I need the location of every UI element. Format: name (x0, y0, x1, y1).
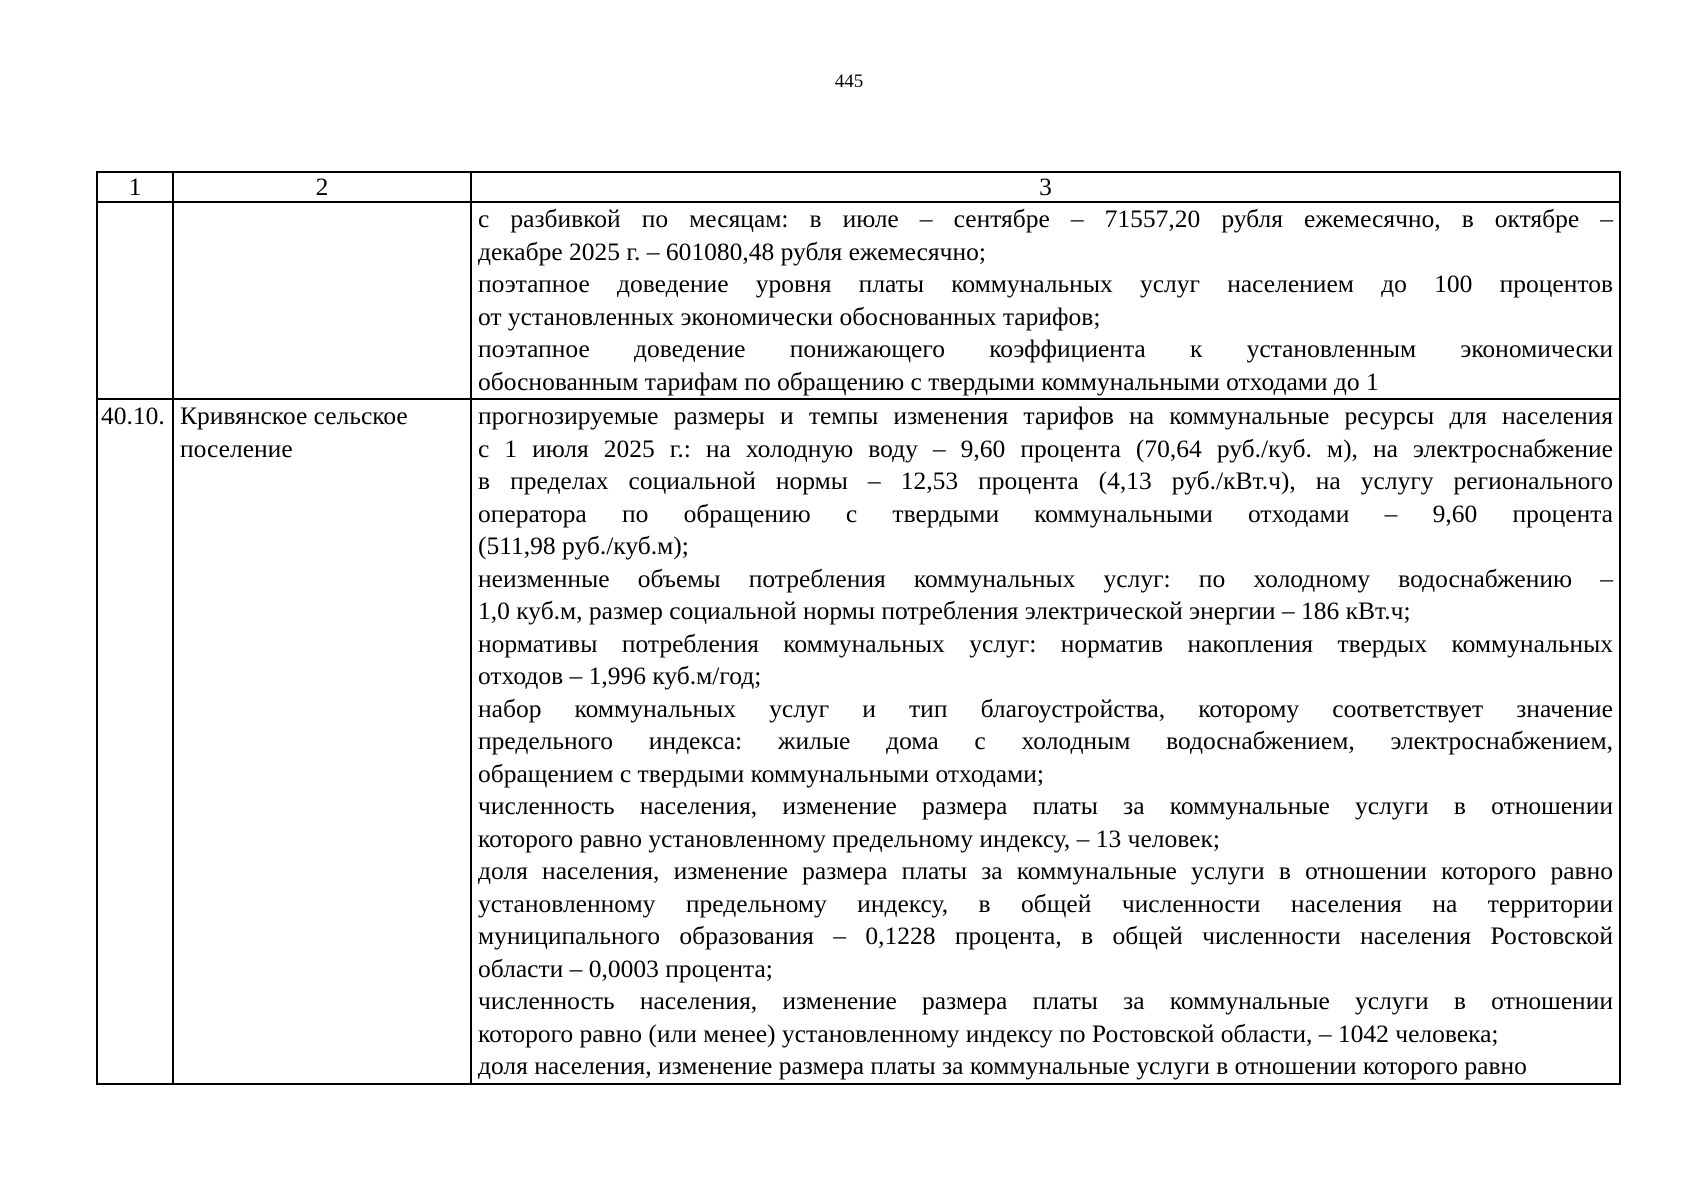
paragraph-line: предельного индекса: жилые дома с холодным водоснабжением, электроснабжением, (478, 726, 1613, 755)
header-cell-1: 1 (97, 172, 173, 202)
paragraph-line: с 1 июля 2025 г.: на холодную воду – 9,60 процента (70,64 руб./куб. м), на электроснабжение (478, 433, 1613, 463)
paragraph-line: декабре 2025 г. – 601080,48 рубля ежемесячно; (478, 236, 986, 266)
tariff-table (96, 171, 1621, 1085)
paragraph-line: с разбивкой по месяцам: в июле – сентябре – 71557,20 рубля ежемесячно, в октябре – (478, 204, 1613, 233)
paragraph-line: численность населения, изменение размера платы за коммунальные услуги в отношении (478, 791, 1613, 820)
description-cell (471, 202, 1620, 399)
paragraph-line: оператора по обращению с твердыми коммунальными отходами – 9,60 процента (478, 498, 1613, 528)
paragraph-line: доля населения, изменение размера платы за коммунальные услуги в отношении которого равно (478, 1051, 1527, 1080)
header-cell-3: 3 (471, 172, 1620, 202)
paragraph-line: численность населения, изменение размера платы за коммунальные услуги в отношении (478, 986, 1613, 1015)
description-cell (471, 399, 1620, 1084)
paragraph-line: прогнозируемые размеры и темпы изменения тарифов на коммунальные ресурсы для населения (478, 401, 1613, 430)
page-number: 445 (834, 71, 864, 92)
row-number-cell (97, 202, 173, 399)
paragraph-line: набор коммунальных услуг и тип благоустройства, которому соответствует значение (478, 693, 1613, 723)
description-text (478, 400, 1613, 1083)
paragraph-line: (511,98 руб./куб.м); (478, 531, 689, 560)
paragraph-line: которого равно установленному предельному индексу, – 13 человек; (478, 823, 1220, 853)
paragraph-line: обращением с твердыми коммунальными отходами; (478, 758, 1044, 788)
paragraph-line: доля населения, изменение размера платы за коммунальные услуги в отношении которого равно (478, 856, 1613, 885)
table-row-40-10 (97, 399, 1620, 1084)
paragraph-line: которого равно (или менее) установленному индексу по Ростовской области, – 1042 человека; (478, 1018, 1499, 1048)
description-text (478, 203, 1613, 398)
paragraph-line: от установленных экономически обоснованных тарифов; (478, 301, 1101, 331)
paragraph-line: поэтапное доведение уровня платы коммунальных услуг населением до 100 процентов (478, 269, 1613, 298)
table-header-row (97, 172, 1620, 202)
row-number-cell: 40.10. (97, 399, 173, 1084)
paragraph-line: поэтапное доведение понижающего коэффициента к установленным экономически (478, 334, 1613, 363)
settlement-name-cell: Кривянское сельское поселение (173, 399, 471, 1084)
table-row-continued (97, 202, 1620, 399)
paragraph-line: установленному предельному индексу, в общей численности населения на территории (478, 888, 1613, 918)
paragraph-line: 1,0 куб.м, размер социальной нормы потребления электрической энергии – 186 кВт.ч; (478, 596, 1411, 625)
paragraph-line: обоснованным тарифам по обращению с твердыми коммунальными отходами до 1 (478, 366, 1379, 396)
paragraph-line: в пределах социальной нормы – 12,53 процента (4,13 руб./кВт.ч), на услугу регионального (478, 466, 1613, 495)
settlement-name-cell (173, 202, 471, 399)
paragraph-line: отходов – 1,996 куб.м/год; (478, 661, 762, 690)
paragraph-line: неизменные объемы потребления коммунальных услуг: по холодному водоснабжению – (478, 563, 1613, 593)
header-cell-2: 2 (173, 172, 471, 202)
paragraph-line: нормативы потребления коммунальных услуг: норматив накопления твердых коммунальных (478, 628, 1613, 658)
paragraph-line: области – 0,0003 процента; (478, 953, 773, 983)
paragraph-line: муниципального образования – 0,1228 процента, в общей численности населения Ростовской (478, 921, 1613, 950)
